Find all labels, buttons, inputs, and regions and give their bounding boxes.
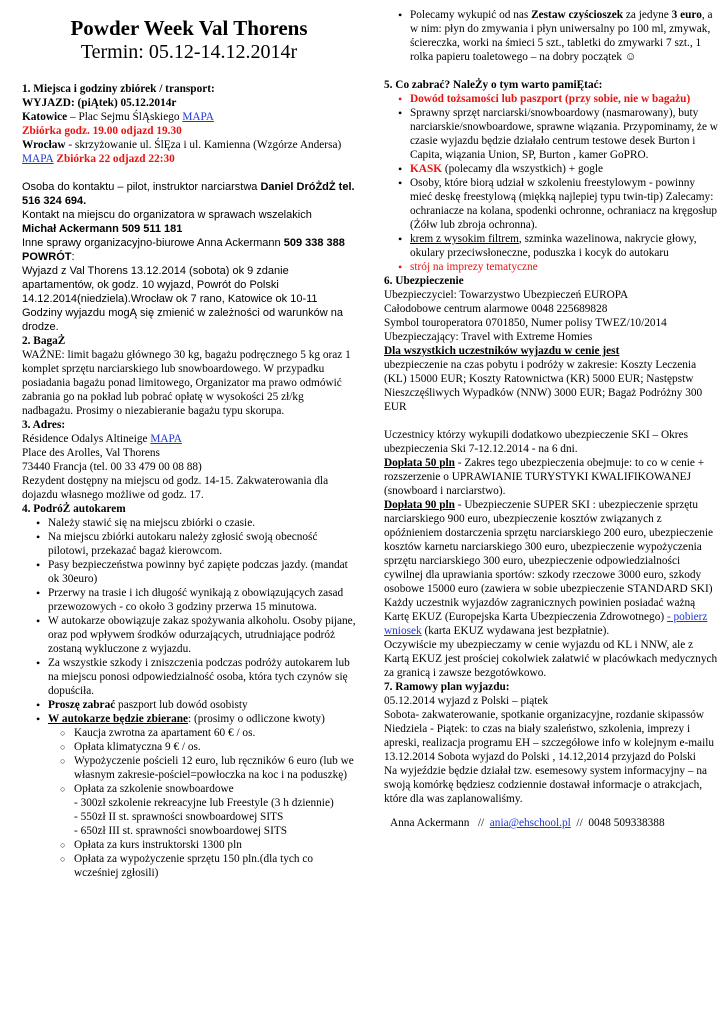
insurance-line: Symbol touroperatora 0701850, Numer polisy TWEZ/10/2014 bbox=[384, 317, 667, 329]
ekuz-note: Oczywiście my ubezpieczamy w cenie wyjazdu od KL i NNW, ale z Kartą EKUZ jest prościej cokolwiek załatwić w placówkach medycznych za granicą i zawsze bezgotówkowo. bbox=[384, 639, 718, 679]
katowice-place: – Plac Sejmu ŚlĄskiego bbox=[67, 111, 183, 123]
what-to-bring-list bbox=[384, 92, 718, 274]
list-item: ○ Kaucja zwrotna za apartament 60 € / os. bbox=[64, 726, 356, 740]
ekuz-a: Każdy uczestnik wyjazdów zagranicznych powinien posiadać ważną Kartę EKUZ (Europejska Karta Ubezpieczenia Zdrowotnego) bbox=[384, 597, 696, 623]
passport-bold: Proszę zabrać bbox=[48, 699, 116, 711]
address-line-1 bbox=[22, 432, 356, 446]
list-item: • W autokarze obowiązuje zakaz spożywania alkoholu. Osoby pijane, oraz pod wpływem środków odurzających, utrudniające podróż zostaną wykluczone z wyjazdu. bbox=[38, 614, 356, 656]
collected-rest: : (prosimy o odliczone kwoty) bbox=[188, 713, 325, 725]
kit-a: Polecamy wykupić od nas bbox=[410, 9, 532, 21]
section-5-heading: 5. Co zabrać? NaleŻy o tym warto pamiĘtać: bbox=[384, 79, 603, 91]
list-item bbox=[38, 698, 356, 712]
ski-insurance-text: Uczestnicy którzy wykupili dodatkowo ubezpieczenie SKI – Okres ubezpieczenia Ski 7-12.12.2014 - na 6 dni. bbox=[384, 429, 688, 455]
list-item: ○ Opłata za szkolenie snowboardowe - 300zł szkolenie rekreacyjne lub Freestyle (3 h dziennie) - 550zł II st. sprawności snowboardowej SITS - 650zł III st. sprawności snowboardowej SITS bbox=[64, 782, 356, 838]
wroclaw-map-link[interactable]: MAPA bbox=[22, 153, 54, 165]
address-line-2: Place des Arolles, Val Thorens bbox=[22, 447, 160, 459]
departure-date: WYJAZD: (piĄtek) 05.12.2014r bbox=[22, 97, 177, 109]
list-item: • Sprawny sprzęt narciarski/snowboardowy (nasmarowany), buty narciarskie/snowboardowe, sprawne wiązania. Przypominamy, że w czasie wyjazdu będzie działało centrum testowe desek Burton i Capita, wiązania Union, SP, Burton , kamer GoPRO. bbox=[400, 106, 718, 162]
footer-phone: // 0048 509338388 bbox=[570, 817, 665, 829]
organizer-name: Michał Ackermann 509 511 181 bbox=[22, 223, 183, 235]
plan-line: 05.12.2014 wyjazd z Polski – piątek bbox=[384, 695, 549, 707]
helmet-text: KASK bbox=[410, 163, 443, 175]
return-text: Wyjazd z Val Thorens 13.12.2014 (sobota) ok 9 zdanie apartamentów, ok godz. 10 wyjazd, Powrót do Polski 14.12.2014(niedziela).Wrocław ok 7 rano, Katowice ok 10-11 Godziny wyjazdu mogĄ się zmienić w zależności od warunków na drodze. bbox=[22, 265, 343, 333]
list-item: • Należy stawić się na miejscu zbiórki o czasie. bbox=[38, 516, 356, 530]
left-column bbox=[22, 8, 356, 880]
plan-line: Na wyjeździe będzie działał tzw. esemesowy system informacyjny – na swoją komórkę będziesz codziennie dostawał informacje o atrakcjach, które dla was zaplanowaliśmy. bbox=[384, 765, 707, 805]
list-item: ○ Opłata za wypożyczenie sprzętu 150 pln.(dla tych co wcześniej zgłosili) bbox=[64, 852, 356, 880]
office-phone: 509 338 388 bbox=[283, 237, 345, 249]
organizer-line: Kontakt na miejscu do organizatora w sprawach wszelakich bbox=[22, 209, 312, 221]
ekuz-b: (karta EKUZ wydawana jest bezpłatnie). bbox=[421, 625, 610, 637]
katowice-pickup bbox=[22, 110, 356, 124]
kit-c: , a w nim: płyn do zmywania i płyn uniwersalny po 100 ml, zmywak, ściereczka, worki na śmieci 5 szt., tabletki do zmywarki 7 szt., 1 rolka papieru toaletowego – na dobry początek ☺ bbox=[410, 9, 713, 63]
section-6-heading: 6. Ubezpieczenie bbox=[384, 275, 464, 287]
list-item: • Za wszystkie szkody i zniszczenia podczas podróży autokarem lub na miejscu ponosi odpowiedzialność osoba, która tych czynów się dopuściła. bbox=[38, 656, 356, 698]
kit-b: za jedyne bbox=[623, 9, 672, 21]
option-90-label: Dopłata 90 pln bbox=[384, 499, 455, 511]
luggage-text: WAŻNE: limit bagażu głównego 30 kg, bagażu podręcznego 5 kg oraz 1 komplet sprzętu narciarskiego lub snowboardowego. W przypadku posiadania bagażu ponad limitowego, Organizator ma prawo odmówić zabrania go na pokład lub pobrać opłatę w wysokości 25 zł/kg nadbagażu. Prosimy o niezabieranie bagażu typu skorupa. bbox=[22, 349, 351, 417]
option-50-text: - Zakres tego ubezpieczenia obejmuje: to co w cenie + rozszerzenie o UPRAWIANIE TURYSTYKI KWALIFIKOWANEJ (snowboard i narciarstwo). bbox=[384, 457, 705, 497]
insurance-line: Całodobowe centrum alarmowe 0048 225689828 bbox=[384, 303, 608, 315]
plan-line: Niedziela - Piątek: to czas na biały szaleństwo, szkolenia, imprezy i apreski, realizacja programu EH – szczegółowe info w kolejnym e-mailu bbox=[384, 723, 714, 749]
right-column bbox=[384, 8, 718, 830]
option-90-text: - Ubezpieczenie SUPER SKI : ubezpieczenie sprzętu narciarskiego 900 euro, ubezpieczenie kosztów związanych z opóźnieniem dostarczenia sprzętu narciarskiego 200 euro, ubezpieczenie kosztów karnetu narciarskiego 300 euro, ubezpieczenie wypożyczenia sprzętu narciarskiego 300 euro, ubezpieczenie odpowiedzialności cywilnej dla uprawiania sportów: szkody rzeczowe 3000 euro, szkody osobowe 15000 euro (zawiera w sobie ubezpieczenie STANDARD SKI) bbox=[384, 499, 714, 595]
wroclaw-time: Zbiórka 22 odjazd 22:30 bbox=[53, 153, 175, 165]
section-1-heading: 1. Miejsca i godziny zbiórek / transport: bbox=[22, 83, 215, 95]
office-intro: Inne sprawy organizacyjno-biurowe Anna Ackermann bbox=[22, 237, 284, 249]
option-50-label: Dopłata 50 pln bbox=[384, 457, 455, 469]
wroclaw-city: Wrocław bbox=[22, 139, 66, 151]
resident-text: Rezydent dostępny na miejscu od godz. 14-15. Zakwaterowania dla dojazdu własnego możliwe od godz. 17. bbox=[22, 475, 329, 501]
insurance-line: Ubezpieczyciel: Towarzystwo Ubezpieczeń EUROPA bbox=[384, 289, 629, 301]
list-item: ○ Opłata za kurs instruktorski 1300 pln bbox=[64, 838, 356, 852]
footer-contact bbox=[384, 816, 718, 830]
footer-separator: // bbox=[469, 817, 490, 829]
list-item bbox=[400, 92, 718, 106]
id-document-text: Dowód tożsamości lub paszport (przy sobie, nie w bagażu) bbox=[410, 93, 691, 105]
sunscreen-text: krem z wysokim filtrem bbox=[410, 233, 519, 245]
list-item bbox=[38, 712, 356, 880]
section-7-heading: 7. Ramowy plan wyjazdu: bbox=[384, 681, 510, 693]
wroclaw-place: - skrzyżowanie ul. ŚlĘza i ul. Kamienna (Wzgórze Andersa) bbox=[65, 139, 342, 151]
footer-name: Anna Ackermann bbox=[390, 817, 470, 829]
katowice-map-link[interactable]: MAPA bbox=[182, 111, 214, 123]
collected-bold: W autokarze będzie zbierane bbox=[48, 713, 189, 725]
list-item: • Pasy bezpieczeństwa powinny być zapięte podczas jazdy. (mandat ok 30euro) bbox=[38, 558, 356, 586]
document-title: Powder Week Val Thorens bbox=[70, 16, 308, 40]
return-label-line: POWRÓT: bbox=[22, 251, 75, 263]
plan-line: 13.12.2014 Sobota wyjazd do Polski , 14.12,2014 przyjazd do Polski bbox=[384, 751, 696, 763]
list-item bbox=[400, 162, 718, 176]
insurance-included-text: ubezpieczenie na czas pobytu i podróży w zakresie: Koszty Leczenia (KL) 15000 EUR; Koszty Ratownictwa (KR) 5000 EUR; Następstw Nieszczęśliwych Wypadków (NNW) 3000 EUR; Bagaż Podróżny 300 EUR bbox=[384, 359, 703, 413]
kit-name: Zestaw czyścioszek bbox=[531, 9, 624, 21]
helmet-suffix: (polecamy dla wszystkich) + gogle bbox=[442, 163, 604, 175]
ekuz-text bbox=[384, 596, 718, 638]
kit-price: 3 euro bbox=[671, 9, 702, 21]
office-contact bbox=[22, 236, 356, 250]
fees-list bbox=[48, 726, 356, 880]
list-item bbox=[400, 260, 718, 274]
list-item bbox=[400, 232, 718, 260]
bus-rules-list bbox=[22, 516, 356, 880]
list-item: ○ Wypożyczenie pościeli 12 euro, lub ręczników 6 euro (lub we własnym zakresie-pościel=powłoczka na koc i na poduszkę) bbox=[64, 754, 356, 782]
list-item: • Osoby, które biorą udział w szkoleniu freestylowym - powinny mieć deskę freestylową (miękką najlepiej typu twin-tip) Zalecamy: ochraniacze na kolana, spodenki ochronne, ochraniacz na kręgosłup (Żółw lub zbroja ochronna). bbox=[400, 176, 718, 232]
list-item bbox=[400, 8, 718, 64]
insurance-included-heading: Dla wszystkich uczestników wyjazdu w cenie jest bbox=[384, 345, 620, 357]
address-map-link[interactable]: MAPA bbox=[150, 433, 182, 445]
return-label: POWRÓT bbox=[22, 251, 72, 263]
address-line-3: 73440 Francja (tel. 00 33 479 00 08 88) bbox=[22, 461, 202, 473]
passport-rest: paszport lub dowód osobisty bbox=[115, 699, 248, 711]
footer-email-link[interactable]: ania@ehschool.pl bbox=[489, 817, 571, 829]
sunscreen-suffix: , szminka wazelinowa, nakrycie głowy, okulary przeciwsłoneczne, poduszka i kocyk do autokaru bbox=[410, 233, 697, 259]
contact-name: Daniel DróŻdŻ tel. 516 324 694. bbox=[22, 181, 355, 207]
wroclaw-pickup bbox=[22, 138, 356, 166]
plan-line: Sobota- zakwaterowanie, spotkanie organizacyjne, rozdanie skipassów bbox=[384, 709, 705, 721]
contact-intro: Osoba do kontaktu – pilot, instruktor narciarstwa bbox=[22, 181, 261, 193]
option-50 bbox=[384, 456, 718, 498]
ekuz-download-link[interactable]: - pobierz wniosek bbox=[384, 611, 708, 637]
section-3-heading: 3. Adres: bbox=[22, 419, 66, 431]
party-outfit-text: strój na imprezy tematyczne bbox=[410, 261, 538, 273]
option-90 bbox=[384, 498, 718, 596]
list-item: • Na miejscu zbiórki autokaru należy zgłosić swoją obecność pilotowi, przekazać bagaż kierowcom. bbox=[38, 530, 356, 558]
address-name: Résidence Odalys Altineige bbox=[22, 433, 151, 445]
list-item: ○ Opłata klimatyczna 9 € / os. bbox=[64, 740, 356, 754]
cleaning-kit-list bbox=[384, 8, 718, 64]
list-item: • Przerwy na trasie i ich długość wynikają z obowiązujących zasad przewozowych - co około 3 godziny przerwa 15 minutowa. bbox=[38, 586, 356, 614]
contact-person bbox=[22, 180, 356, 208]
section-2-heading: 2. BagaŻ bbox=[22, 335, 66, 347]
katowice-city: Katowice bbox=[22, 111, 68, 123]
insurance-line: Ubezpieczający: Travel with Extreme Homies bbox=[384, 331, 593, 343]
document-subtitle: Termin: 05.12-14.12.2014r bbox=[80, 41, 298, 63]
section-4-heading: 4. PodróŻ autokarem bbox=[22, 503, 126, 515]
katowice-time: Zbiórka godz. 19.00 odjazd 19.30 bbox=[22, 125, 182, 137]
